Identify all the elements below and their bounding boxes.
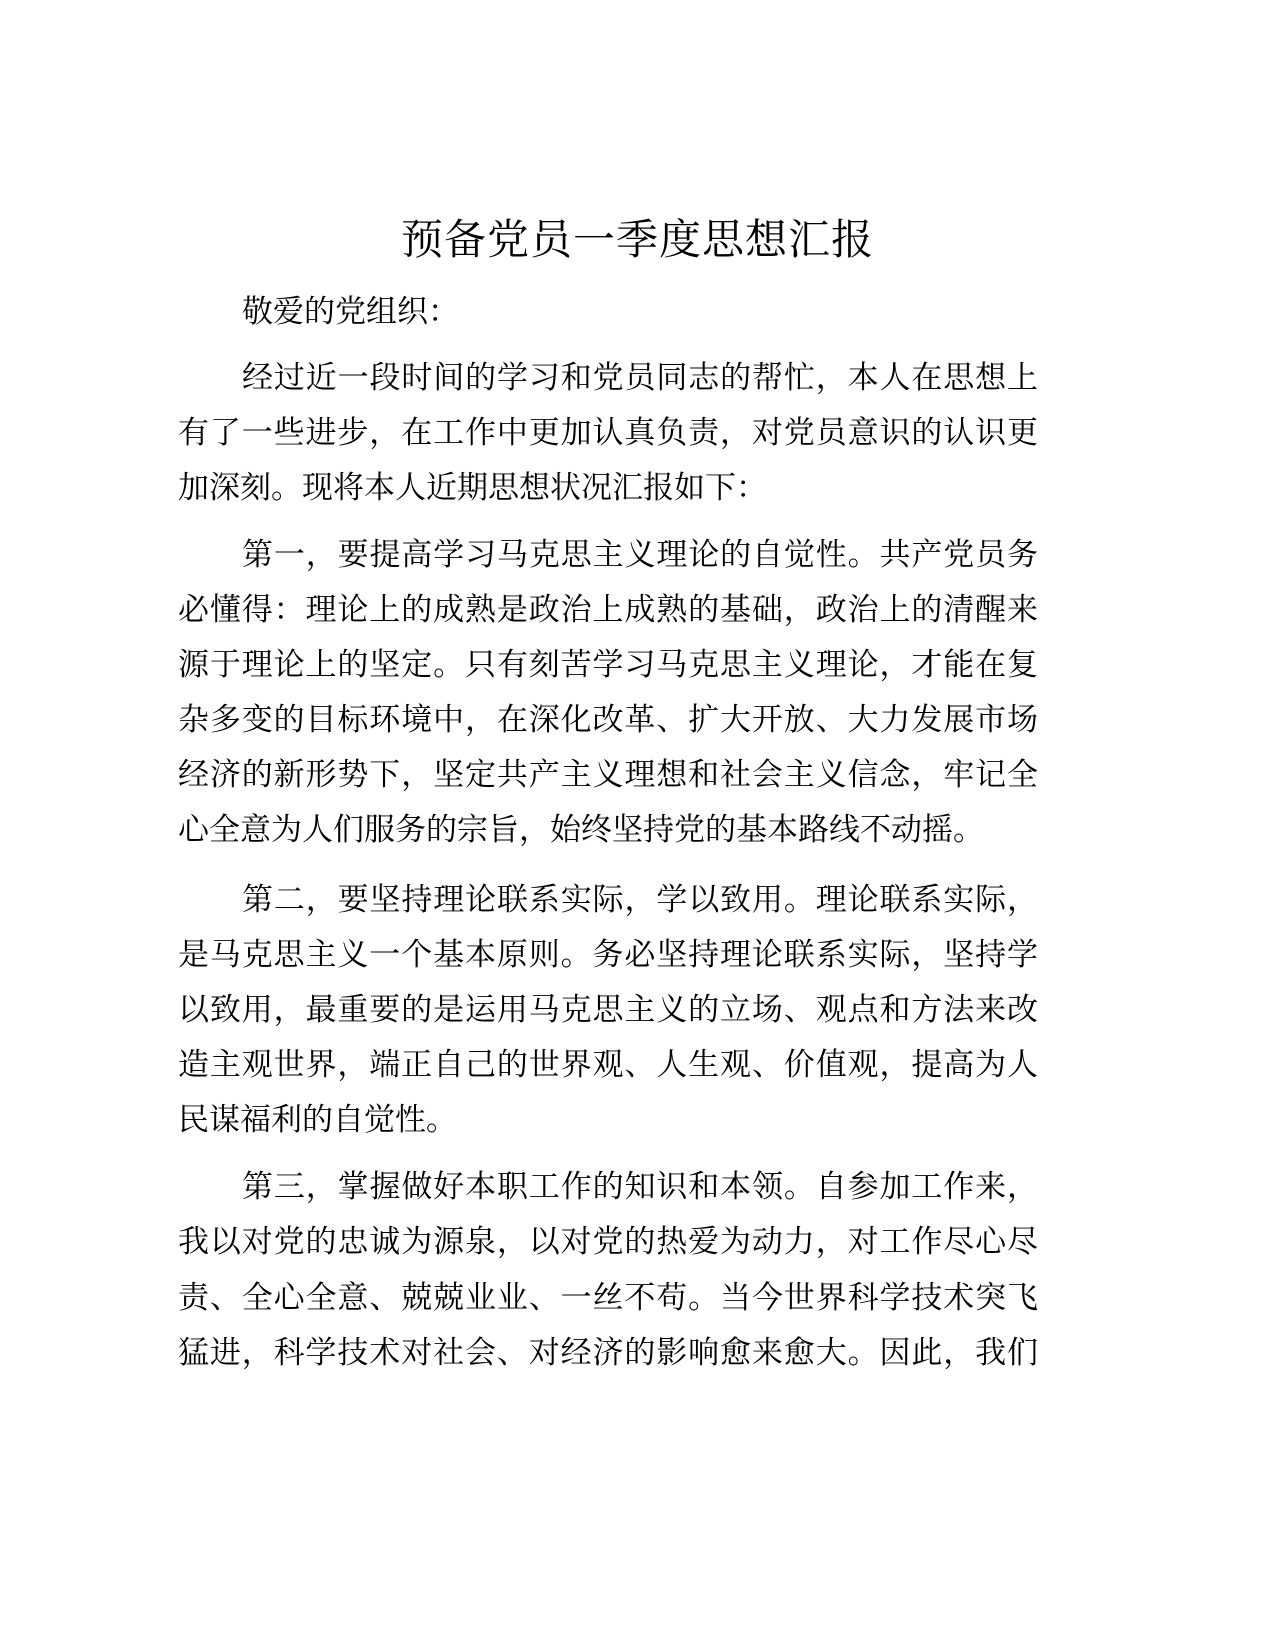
paragraph-line: 经过近一段时间的学习和党员同志的帮忙，本人在思想上 <box>242 360 1038 396</box>
paragraph-line: 以致用，最重要的是运用马克思主义的立场、观点和方法来改 <box>178 992 1038 1028</box>
paragraph-line: 第一，要提高学习马克思主义理论的自觉性。共产党员务 <box>242 537 1038 573</box>
salutation: 敬爱的党组织： <box>242 294 459 330</box>
paragraph-line: 必懂得：理论上的成熟是政治上成熟的基础，政治上的清醒来 <box>178 592 1038 628</box>
paragraph-line: 责、全心全意、兢兢业业、一丝不苟。当今世界科学技术突飞 <box>178 1280 1038 1316</box>
paragraph-line: 第三，掌握做好本职工作的知识和本领。自参加工作来， <box>242 1169 1038 1205</box>
paragraph-line: 我以对党的忠诚为源泉，以对党的热爱为动力，对工作尽心尽 <box>178 1224 1038 1260</box>
paragraph-line: 源于理论上的坚定。只有刻苦学习马克思主义理论，才能在复 <box>178 647 1038 683</box>
document-title: 预备党员一季度思想汇报 <box>400 215 874 264</box>
paragraph-line: 有了一些进步，在工作中更加认真负责，对党员意识的认识更 <box>178 415 1038 451</box>
paragraph-line: 造主观世界，端正自己的世界观、人生观、价值观，提高为人 <box>178 1047 1038 1083</box>
paragraph-line: 是马克思主义一个基本原则。务必坚持理论联系实际，坚持学 <box>178 937 1038 973</box>
paragraph-line: 心全意为人们服务的宗旨，始终坚持党的基本路线不动摇。 <box>178 812 984 848</box>
paragraph-line: 猛进，科学技术对社会、对经济的影响愈来愈大。因此，我们 <box>178 1335 1038 1371</box>
paragraph-line: 经济的新形势下，坚定共产主义理想和社会主义信念，牢记全 <box>178 757 1038 793</box>
paragraph-line: 杂多变的目标环境中，在深化改革、扩大开放、大力发展市场 <box>178 702 1038 738</box>
paragraph-line: 加深刻。现将本人近期思想状况汇报如下： <box>178 470 767 506</box>
paragraph-line: 第二，要坚持理论联系实际，学以致用。理论联系实际， <box>242 882 1038 918</box>
paragraph-line: 民谋福利的自觉性。 <box>178 1102 457 1138</box>
